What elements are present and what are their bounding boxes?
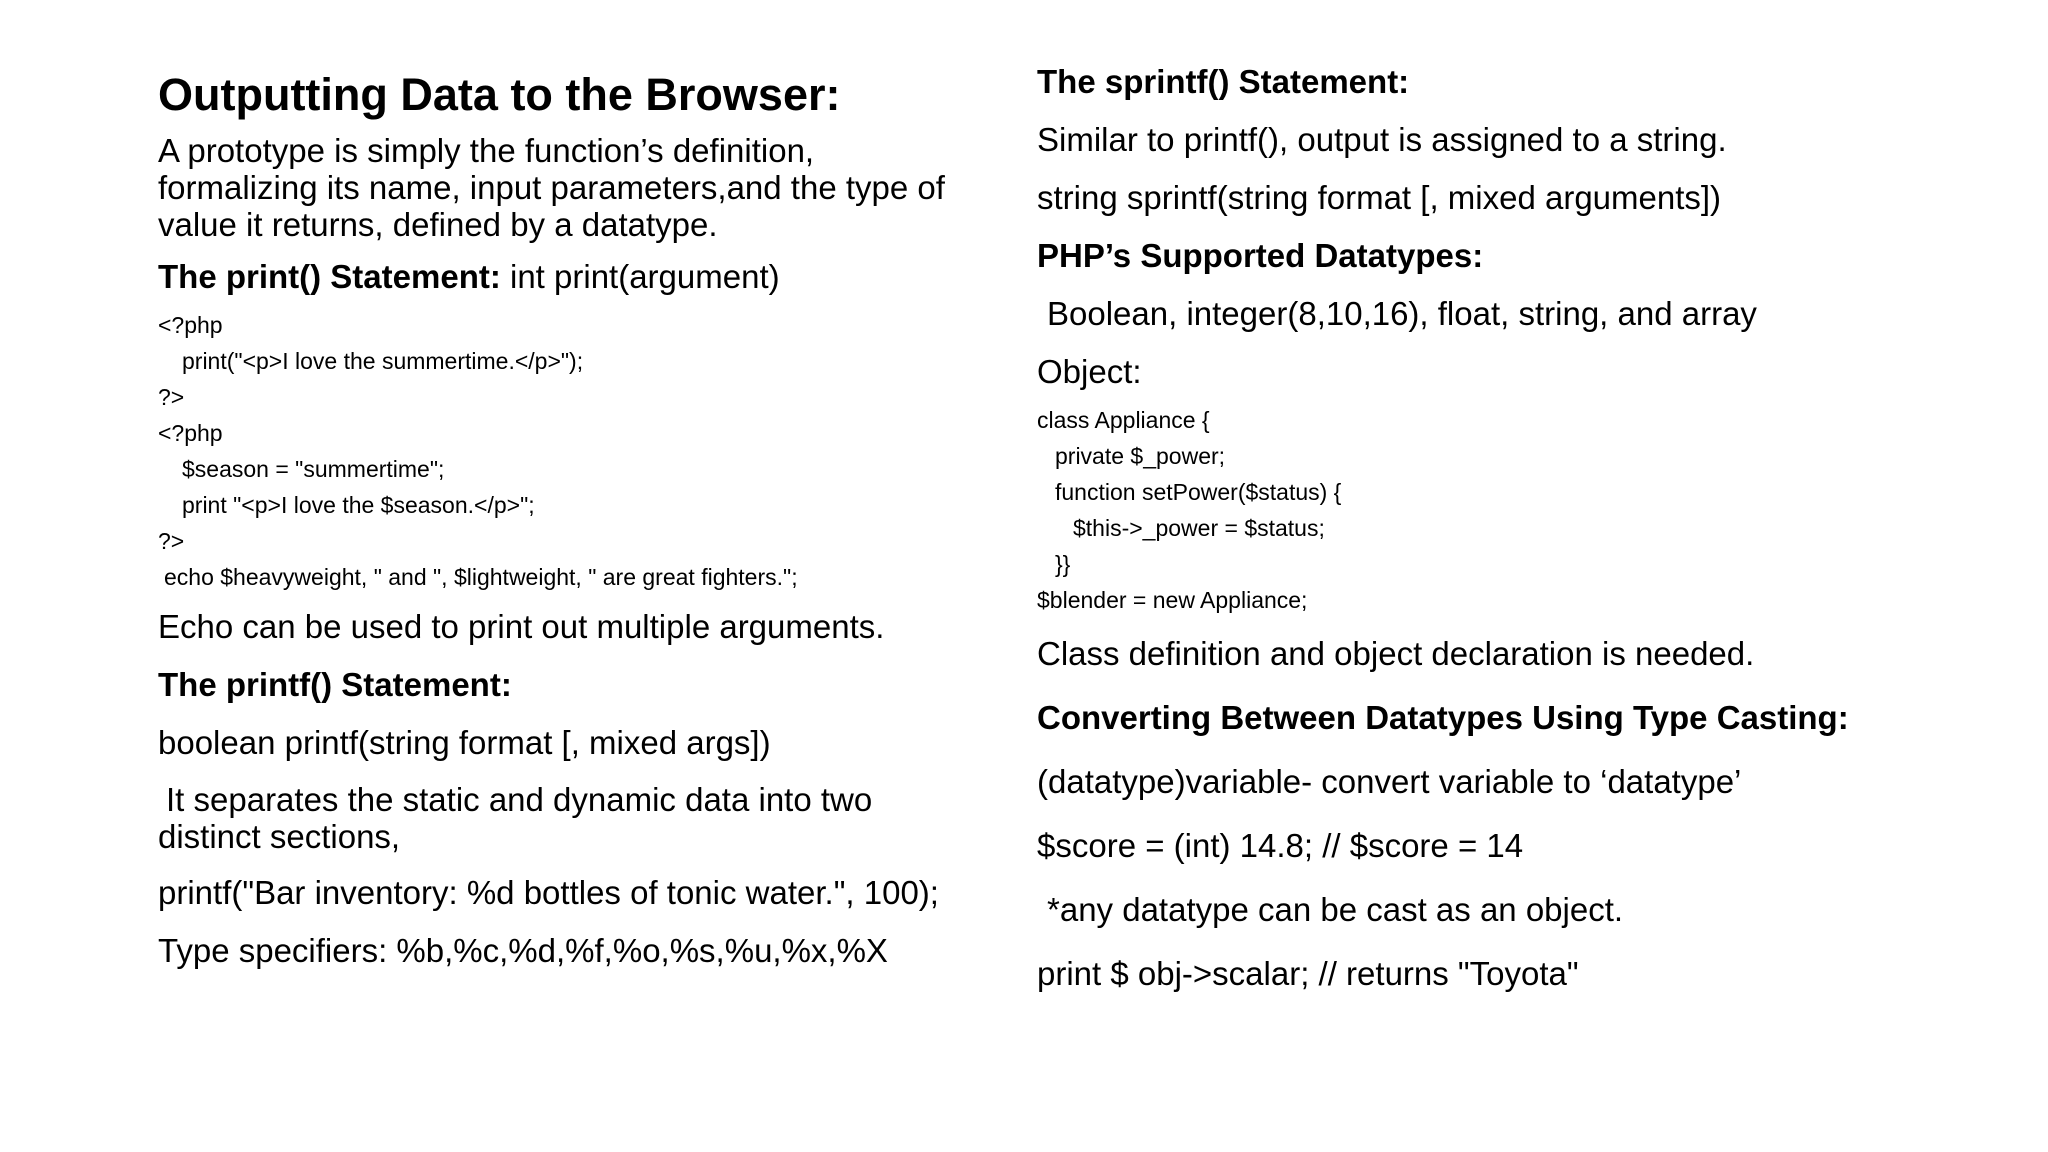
printf-desc-line: distinct sections, bbox=[158, 818, 401, 855]
echo-note: Echo can be used to print out multiple arguments. bbox=[158, 608, 885, 645]
code-line: ?> bbox=[158, 384, 185, 410]
scalar-example: print $ obj->scalar; // returns "Toyota" bbox=[1037, 955, 1579, 992]
print-heading: The print() Statement: bbox=[158, 258, 501, 295]
sprintf-signature: string sprintf(string format [, mixed arguments]) bbox=[1037, 179, 1722, 216]
prototype-line: A prototype is simply the function’s definition, bbox=[158, 132, 815, 169]
code-line: print("<p>I love the summertime.</p>"); bbox=[182, 348, 584, 374]
printf-example: printf("Bar inventory: %d bottles of tonic water.", 100); bbox=[158, 874, 939, 911]
code-line: private $_power; bbox=[1055, 443, 1226, 469]
code-line: ?> bbox=[158, 528, 185, 554]
print-statement-line bbox=[158, 257, 1028, 297]
code-line: print "<p>I love the $season.</p>"; bbox=[182, 492, 535, 518]
class-note: Class definition and object declaration is needed. bbox=[1037, 635, 1755, 672]
code-line: <?php bbox=[158, 420, 223, 446]
prototype-paragraph bbox=[158, 132, 1028, 243]
casting-example: $score = (int) 14.8; // $score = 14 bbox=[1037, 827, 1524, 864]
code-line: class Appliance { bbox=[1037, 407, 1210, 433]
printf-signature: boolean printf(string format [, mixed args]) bbox=[158, 724, 771, 761]
casting-syntax: (datatype)variable- convert variable to ‘datatype’ bbox=[1037, 763, 1742, 800]
print-code-block bbox=[158, 309, 1028, 593]
casting-heading: Converting Between Datatypes Using Type Casting: bbox=[1037, 699, 1849, 736]
prototype-line: value it returns, defined by a datatype. bbox=[158, 206, 718, 243]
code-line: }} bbox=[1055, 551, 1071, 577]
code-line: echo $heavyweight, " and ", $lightweight, " are great fighters."; bbox=[164, 564, 798, 590]
code-line: <?php bbox=[158, 312, 223, 338]
sprintf-description: Similar to printf(), output is assigned to a string. bbox=[1037, 121, 1727, 158]
code-line: function setPower($status) { bbox=[1055, 479, 1342, 505]
casting-note: *any datatype can be cast as an object. bbox=[1047, 891, 1624, 928]
code-line: $this->_power = $status; bbox=[1073, 515, 1325, 541]
datatypes-list: Boolean, integer(8,10,16), float, string, and array bbox=[1047, 295, 1757, 332]
slide-title: Outputting Data to the Browser: bbox=[158, 69, 841, 120]
prototype-line: formalizing its name, input parameters,and the type of bbox=[158, 169, 945, 206]
object-code-block bbox=[1037, 404, 2037, 616]
printf-description bbox=[158, 781, 1028, 855]
printf-desc-line: It separates the static and dynamic data into two bbox=[166, 781, 873, 818]
object-label: Object: bbox=[1037, 353, 1142, 390]
code-line: $season = "summertime"; bbox=[182, 456, 445, 482]
right-column bbox=[1037, 62, 2037, 994]
left-column bbox=[158, 64, 1028, 971]
code-line: $blender = new Appliance; bbox=[1037, 587, 1308, 613]
datatypes-heading: PHP’s Supported Datatypes: bbox=[1037, 237, 1484, 274]
type-specifiers: Type specifiers: %b,%c,%d,%f,%o,%s,%u,%x,%X bbox=[158, 932, 888, 969]
print-signature: int print(argument) bbox=[500, 258, 780, 295]
printf-heading: The printf() Statement: bbox=[158, 666, 512, 703]
sprintf-heading: The sprintf() Statement: bbox=[1037, 63, 1410, 100]
